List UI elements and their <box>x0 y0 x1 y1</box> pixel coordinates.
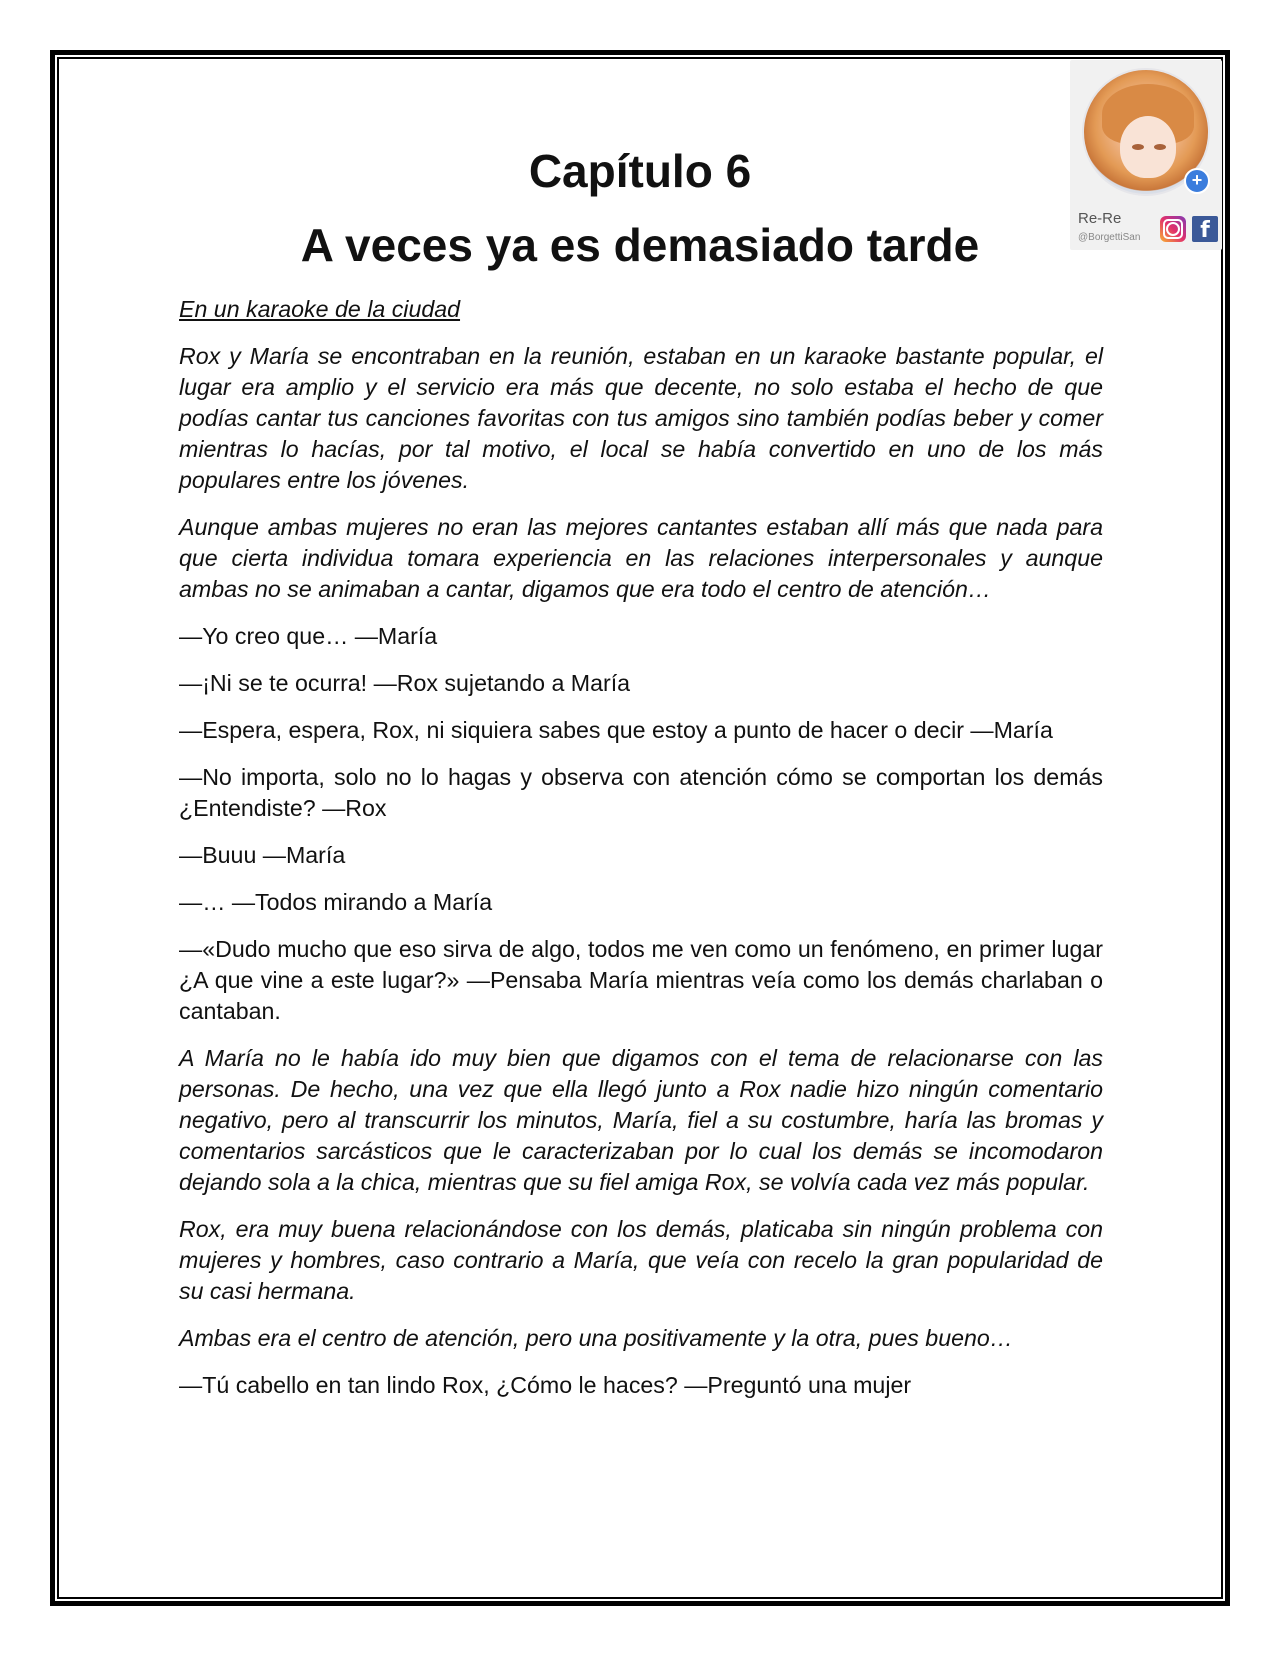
dialogue-line: —Yo creo que… —María <box>179 623 438 649</box>
author-handle: @BorgettiSan <box>1078 232 1141 243</box>
chapter-number-title: Capítulo 6 <box>528 145 752 197</box>
dialogue-line: —Espera, espera, Rox, ni siquiera sabes que estoy a punto de hacer o decir —María <box>179 717 1053 743</box>
narrative-paragraph: A María no le había ido muy bien que digamos con el tema de relacionarse con las personas. De hecho, una vez que ella llegó junto a Rox nadie hizo ningún comentario negativo, pero al transcurrir los minutos, María, fiel a su costumbre, haría las bromas y comentarios sarcásticos que le caracterizaban por lo cual los demás se incomodaron dejando sola a la chica, mientras que su fiel amiga Rox, se volvía cada vez más popular. <box>179 1045 1103 1195</box>
dialogue-line: —¡Ni se te ocurra! —Rox sujetando a María <box>179 670 631 696</box>
instagram-lens <box>1166 222 1180 236</box>
avatar-eye <box>1132 144 1144 150</box>
chapter-subtitle: A veces ya es demasiado tarde <box>300 219 980 271</box>
dialogue-line: —Tú cabello en tan lindo Rox, ¿Cómo le haces? —Preguntó una mujer <box>179 1372 912 1398</box>
dialogue-line: —«Dudo mucho que eso sirva de algo, todos me ven como un fenómeno, en primer lugar ¿A que vine a este lugar?» —Pensaba María mientras veía como los demás charlaban o cantaban. <box>179 936 1103 1024</box>
dialogue-line: —No importa, solo no lo hagas y observa con atención cómo se comportan los demás ¿Entendiste? —Rox <box>179 764 1103 821</box>
narrative-paragraph: Aunque ambas mujeres no eran las mejores cantantes estaban allí más que nada para que cierta individua tomara experiencia en las relaciones interpersonales y aunque ambas no se animaban a cantar, digamos que era todo el centro de atención… <box>179 514 1103 602</box>
instagram-icon[interactable] <box>1160 216 1186 242</box>
narrative-paragraph: Ambas era el centro de atención, pero una positivamente y la otra, pues bueno… <box>179 1325 1013 1351</box>
dialogue-line: —Buuu —María <box>179 842 346 868</box>
narrative-paragraph: Rox, era muy buena relacionándose con los demás, platicaba sin ningún problema con mujeres y hombres, caso contrario a María, que veía con recelo la gran popularidad de su casi hermana. <box>179 1216 1103 1304</box>
chapter-body <box>179 294 1103 1417</box>
author-badge[interactable] <box>1070 60 1222 250</box>
facebook-icon[interactable]: f <box>1192 216 1218 242</box>
paragraph-list <box>179 341 1103 1401</box>
follow-plus-icon[interactable]: + <box>1184 168 1210 194</box>
scene-location: En un karaoke de la ciudad <box>179 296 461 322</box>
author-name: Re-Re <box>1078 210 1122 227</box>
avatar-eye <box>1154 144 1166 150</box>
avatar-face <box>1120 116 1176 178</box>
narrative-paragraph: Rox y María se encontraban en la reunión, estaban en un karaoke bastante popular, el lugar era amplio y el servicio era más que decente, no solo estaba el hecho de que podías cantar tus canciones favoritas con tus amigos sino también podías beber y comer mientras lo hacías, por tal motivo, el local se había convertido en uno de los más populares entre los jóvenes. <box>179 343 1103 493</box>
dialogue-line: —… —Todos mirando a María <box>179 889 493 915</box>
